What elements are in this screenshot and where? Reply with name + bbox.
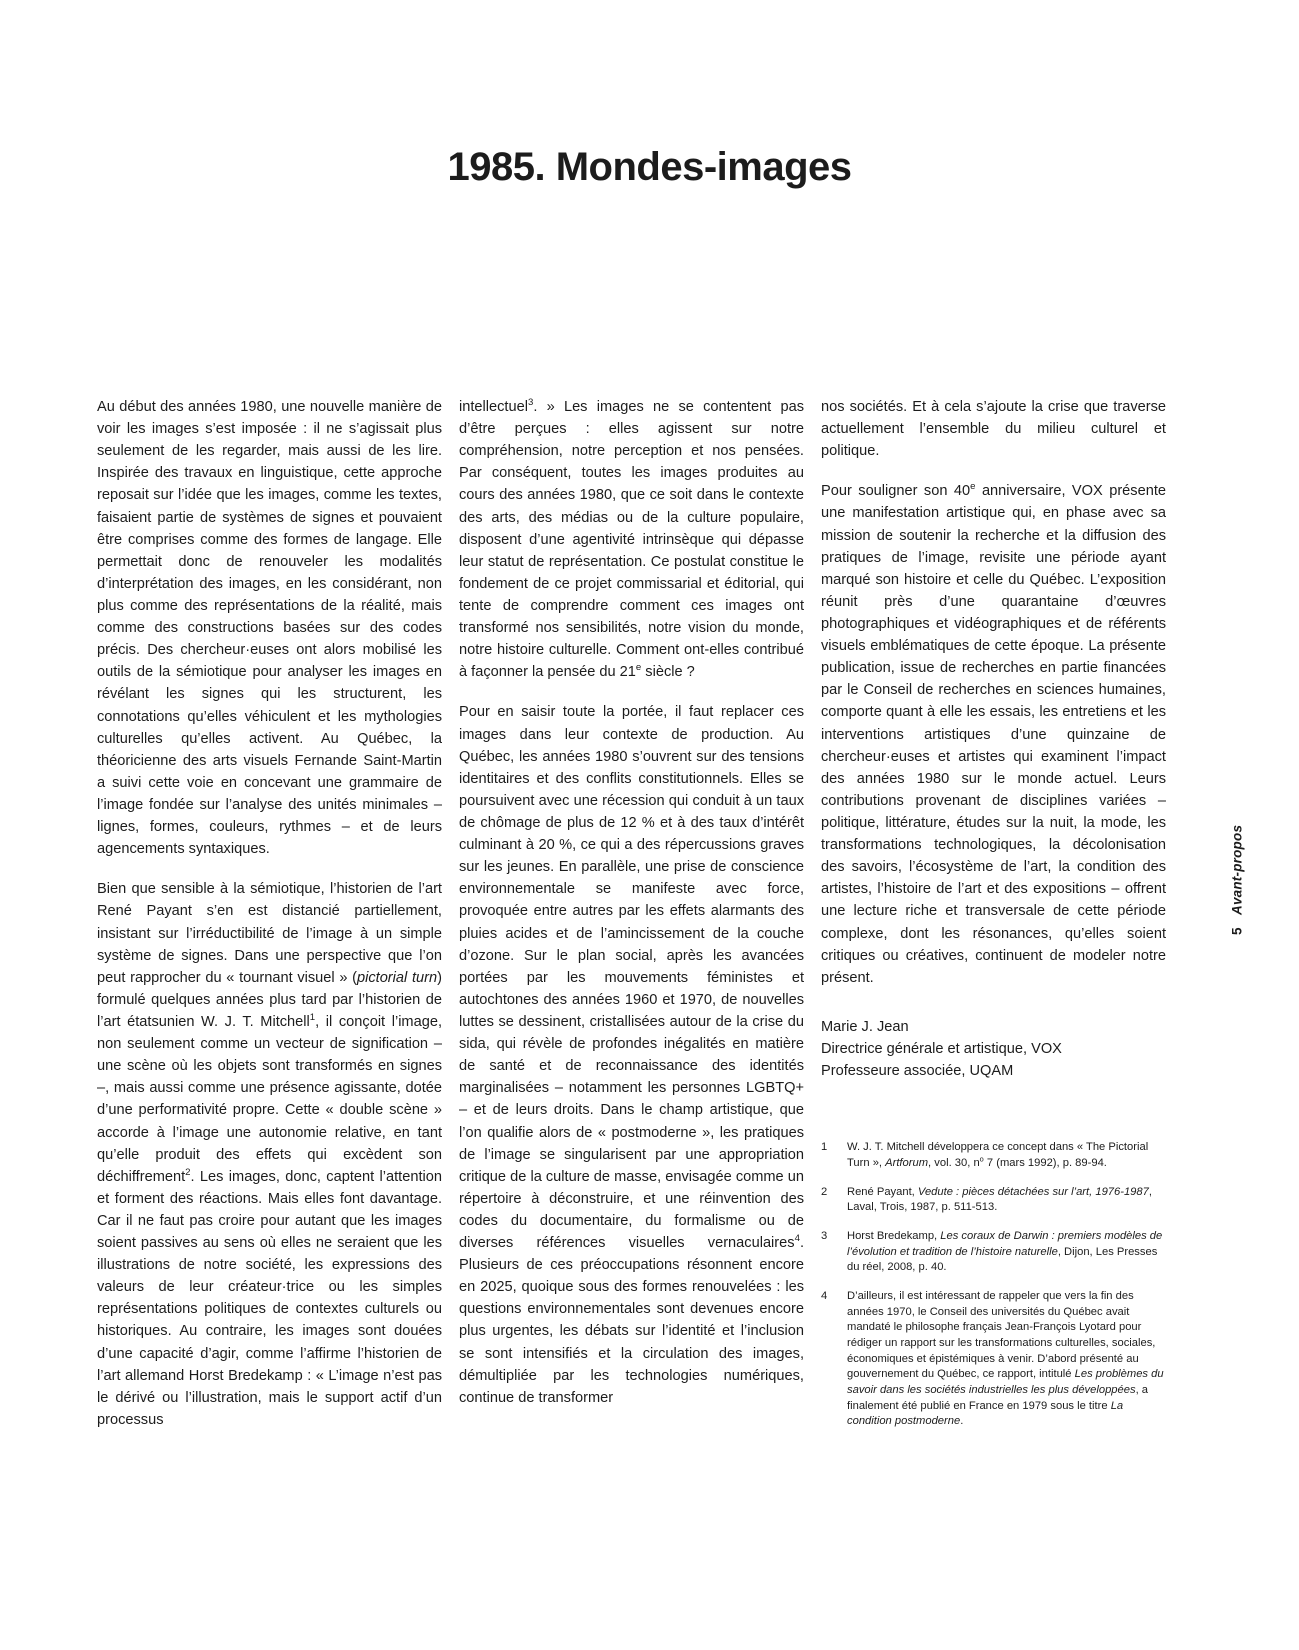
footnote-item <box>821 1185 1166 1216</box>
fn-italic-title-2: La condition postmoderne <box>847 1399 1124 1428</box>
article-body <box>97 396 1167 1431</box>
ordinal-suffix-e: e <box>635 662 642 674</box>
footnote-ref-2[interactable]: 2 <box>185 1166 191 1178</box>
para-text-b: ) formulé quelques années plus tard par l’historien de l’art étatsunien W. J. T. Mitchell <box>97 969 442 1030</box>
footnote-item <box>821 1140 1166 1171</box>
para-text-a: intellectuel <box>459 399 528 415</box>
footnote-ref-3[interactable]: 3 <box>527 397 534 409</box>
fn-italic-title-1: Les problèmes du savoir dans les sociétés industrielles les plus développées <box>847 1368 1164 1396</box>
para-italic-pictorial-turn: pictorial turn <box>356 969 438 986</box>
footnote-text <box>847 1289 1166 1430</box>
paragraph-col2-1 <box>459 396 804 683</box>
para-text-a: Bien que sensible à la sémiotique, l’historien de l’art René Payant s’en est distancié partiellement, insistant sur l’irréductibilité de l’image à un simple système de signes. Dans une perspective que l’on peut rapprocher du « tournant visuel » ( <box>97 881 442 986</box>
ordinal-suffix-o: o <box>979 1154 984 1164</box>
text-column-3 <box>821 396 1166 1431</box>
page-folio: 5 <box>1229 927 1245 935</box>
fn-italic-title: Les coraux de Darwin : premiers modèles de l’évolution et tradition de l’histoire naturelle <box>847 1229 1163 1258</box>
fn-text-a: D’ailleurs, il est intéressant de rappeler que vers la fin des années 1970, le Conseil des universités du Québec avait mandaté le philosophe français Jean-François Lyotard pour rédiger un rapport sur les transformations culturelles, sociales, économiques et épistémiques à venir. D’abord présenté au gouvernement du Québec, ce rapport, intitulé <box>847 1289 1156 1381</box>
ordinal-suffix-e: e <box>970 481 976 493</box>
para-text-a: Pour en saisir toute la portée, il faut replacer ces images dans leur contexte de production. Au Québec, les années 1980 s’ouvrent sur des tensions identitaires et des conflits constitutionnels. Elles se poursuivent avec une récession qui conduit à un taux de chômage de plus de 12 % et à des taux d’intérêt culminant à 20 %, ce qui a des répercussions graves sur les jeunes. En parallèle, une prise de conscience environnementale se manifeste avec force, provoquée entre autres par les effets alarmants des pluies acides et de l’amincissement de la couche d’ozone. Sur le plan social, après les avancées portées par les mouvements féministes et autochtones des années 1960 et 1970, de nouvelles luttes se dessinent, cristallisées autour de la crise du sida, qui révèle de profondes inégalités en matière de santé et de reconnaissance des identités marginalisées – notamment les personnes LGBTQ+ – et de leurs droits. Dans le champ artistique, que l’on qualifie alors de « postmoderne », les pratiques de l’image se singularisent par une appropriation critique de la culture de masse, envisagée comme un répertoire à déconstruire, et une réinvention des codes du documentaire, du formalisme ou de diverses références visuelles vernaculaires <box>459 704 804 1252</box>
paragraph-col3-2 <box>821 480 1166 989</box>
footnote-item <box>821 1289 1166 1430</box>
fn-text-a: René Payant, <box>847 1185 918 1198</box>
fn-italic-title: Artforum <box>885 1156 929 1169</box>
fn-text-b: , a finalement été publié en France en 1979 sous le titre <box>847 1383 1149 1412</box>
paragraph-col2-2 <box>459 701 804 1409</box>
running-head <box>1227 735 1247 935</box>
paragraph-col1-2 <box>97 878 442 1431</box>
footnote-text <box>847 1229 1166 1276</box>
page-title: 1985. Mondes-images <box>447 144 852 189</box>
para-text-a: Pour souligner son 40 <box>821 483 971 500</box>
footnote-item <box>821 1229 1166 1276</box>
footnotes-list <box>821 1140 1166 1430</box>
fn-text-b: , vol. 30, n <box>928 1156 980 1169</box>
footnote-number: 3 <box>821 1229 828 1242</box>
footnote-number: 4 <box>821 1289 828 1302</box>
signature-role-1: Directrice générale et artistique, VOX <box>821 1040 1062 1057</box>
fn-text-c: . <box>960 1415 964 1428</box>
footnote-text <box>847 1140 1166 1171</box>
footnote-ref-1[interactable]: 1 <box>309 1012 316 1024</box>
para-text-c: , il conçoit l’image, non seulement comme un vecteur de signification – une scène où les objets sont transformés en signes –, mais aussi comme une présence agissante, dotée d’une performativité propre. Cette « double scène » accorde à l’image une autonomie relative, en tant qu’elle produit des effets qui excèdent son déchiffrement <box>97 1013 442 1185</box>
footnote-text <box>847 1185 1166 1216</box>
para-text-d: . Les images, donc, captent l’attention et forment des réactions. Mais elles font davantage. Car il ne faut pas croire pour autant que les images soient passives au sens où elles ne seraient que les illustrations de notre société, les expressions des valeurs de leur créateur·trice ou les simples représentations politiques de contextes culturels ou historiques. Au contraire, les images sont douées d’une capacité d’agir, comme l’affirme l’historien de l’art allemand Horst Bredekamp : « L’image n’est pas le dérivé ou l’illustration, mais le support actif d’un processus <box>97 1168 442 1428</box>
fn-text-b: , Laval, Trois, 1987, p. 511-513. <box>847 1185 1152 1214</box>
text-column-2 <box>459 396 804 1431</box>
paragraph-col3-1: nos sociétés. Et à cela s’ajoute la crise que traverse actuellement l’ensemble du milieu culturel et politique. <box>821 399 1166 460</box>
fn-text-c: 7 (mars 1992), p. 89-94. <box>983 1156 1107 1169</box>
running-head-label: Avant-propos <box>1229 825 1245 916</box>
author-signature <box>821 1016 1166 1082</box>
fn-text-a: W. J. T. Mitchell développera ce concept dans « The Pictorial Turn », <box>847 1141 1149 1169</box>
para-text-b: . » Les images ne se contentent pas d’être perçues : elles agissent sur notre compréhension, notre perception et nos pensées. Par conséquent, toutes les images produites au cours des années 1980, que ce soit dans le contexte des arts, des médias ou de la culture populaire, disposent d’une agentivité intrinsèque qui dépasse leur statut de représentation. Ce postulat constitue le fondement de ce projet commissarial et éditorial, qui tente de comprendre comment ces images ont transformé nos sensibilités, notre vision du monde, notre histoire culturelle. Comment ont-elles contribué à façonner la pensée du 21 <box>459 399 804 681</box>
footnote-number: 1 <box>821 1141 828 1154</box>
fn-italic-title: Vedute : pièces détachées sur l’art, 1976-1987 <box>917 1185 1149 1198</box>
signature-role-2: Professeure associée, UQAM <box>821 1063 1014 1080</box>
footnote-number: 2 <box>821 1185 828 1198</box>
text-column-1 <box>97 396 442 1431</box>
paragraph-col1-1: Au début des années 1980, une nouvelle manière de voir les images s’est imposée : il ne s’agissait plus seulement de les regarder, mais aussi de les lire. Inspirée des travaux en linguistique, cette approche reposait sur l’idée que les images, comme les textes, faisaient partie de systèmes de signes et pouvaient être comprises comme des formes de langage. Elle permettait donc de renouveler les modalités d’interprétation des images, en les considérant, non plus comme des représentations de la réalité, mais comme des constructions basées sur des codes précis. Des chercheur·euses ont alors mobilisé les outils de la sémiotique pour analyser les images en révélant les signes qui les structurent, les connotations qu’elles véhiculent et les mythologies culturelles qu’elles activent. Au Québec, la théoricienne des arts visuels Fernande Saint-Martin a suivi cette voie en concevant une grammaire de l’image fondée sur l’analyse des unités minimales – lignes, formes, couleurs, rythmes – et de leurs agencements syntaxiques. <box>97 399 442 858</box>
para-text-c: siècle ? <box>641 664 695 681</box>
footnote-ref-4[interactable]: 4 <box>794 1233 800 1245</box>
fn-text-a: Horst Bredekamp, <box>847 1229 941 1242</box>
para-text-b: . Plusieurs de ces préoccupations résonnent encore en 2025, quoique sous des formes renouvelées : les questions environnementales sont devenues encore plus urgentes, les débats sur l’identité et l’inclusion se sont intensifiés et la circulation des images, démultipliée par les technologies numériques, continue de transformer <box>459 1235 804 1406</box>
fn-text-b: , Dijon, Les Presses du réel, 2008, p. 40. <box>847 1245 1158 1274</box>
signature-name: Marie J. Jean <box>821 1018 909 1035</box>
para-text-b: anniversaire, VOX présente une manifestation artistique qui, en phase avec sa mission de soutenir la recherche et la diffusion des pratiques de l’image, revisite une période ayant marqué son histoire et celle du Québec. L’exposition réunit près d’une quarantaine d’œuvres photographiques et vidéographiques et de référents visuels emblématiques de cette époque. La présente publication, issue de recherches en partie financées par le Conseil de recherches en sciences humaines, comporte quant à elle les essais, les entretiens et les interventions artistiques d’une quinzaine de chercheur·euses et artistes qui examinent l’impact des années 1980 sur le monde actuel. Leurs contributions provenant de disciplines variées – politique, littérature, études sur la nuit, la mode, les transformations technologiques, la décolonisation des savoirs, l’écosystème de l’art, la condition des artistes, l’histoire de l’art et des expositions – offrent une lecture riche et transversale de cette période complexe, dont les résonances, qu’elles soient critiques ou créatives, continuent de modeler notre présent. <box>821 483 1166 986</box>
